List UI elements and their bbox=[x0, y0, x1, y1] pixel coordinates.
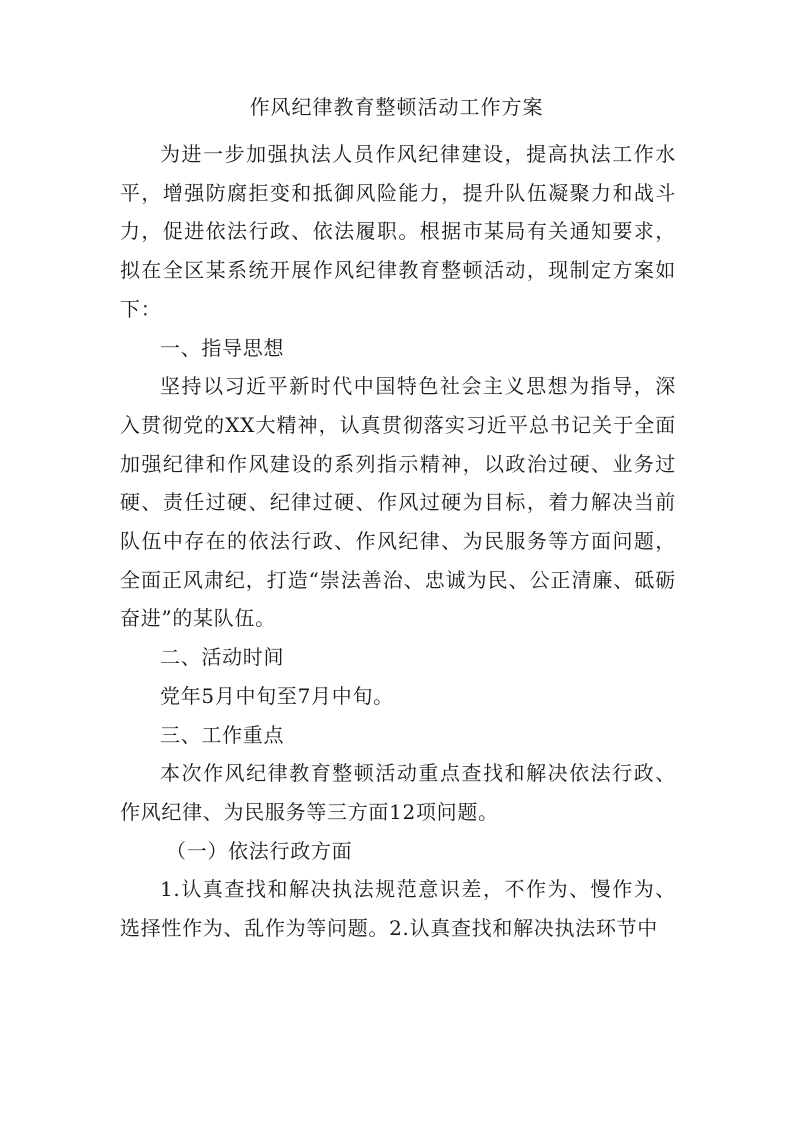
work-focus-paragraph: 本次作风纪律教育整顿活动重点查找和解决依法行政、作风纪律、为民服务等三方面12项问题。 bbox=[120, 761, 676, 824]
intro-paragraph: 为进一步加强执法人员作风纪律建设，提高执法工作水平，增强防腐拒变和抵御风险能力，提升队伍凝聚力和战斗力，促进依法行政、依法履职。根据市某局有关通知要求，拟在全区某系统开展作风纪律教育整顿活动，现制定方案如下： bbox=[120, 142, 676, 321]
section-heading-activity-time: 二、活动时间 bbox=[160, 645, 285, 670]
guiding-ideology-paragraph: 坚持以习近平新时代中国特色社会主义思想为指导，深入贯彻党的XX大精神，认真贯彻落实习近平总书记关于全面加强纪律和作风建设的系列指示精神，以政治过硬、业务过硬、责任过硬、纪律过硬、作风过硬为目标，着力解决当前队伍中存在的依法行政、作风纪律、为民服务等方面问题，全面正风肃纪，打造“崇法善治、忠诚为民、公正清廉、砥砺奋进”的某队伍。 bbox=[120, 374, 676, 631]
activity-time-paragraph: 党年5月中旬至7月中旬。 bbox=[160, 683, 394, 708]
section-heading-work-focus: 三、工作重点 bbox=[160, 722, 285, 747]
document-title: 作风纪律教育整顿活动工作方案 bbox=[249, 95, 544, 119]
document-body bbox=[120, 135, 676, 948]
section-heading-guiding-ideology: 一、指导思想 bbox=[160, 335, 285, 360]
lawful-administration-paragraph: 1.认真查找和解决执法规范意识差，不作为、慢作为、选择性作为、乱作为等问题。2.认真查找和解决执法环节中 bbox=[120, 877, 676, 941]
subsection-heading-lawful-administration: （一）依法行政方面 bbox=[166, 838, 353, 863]
